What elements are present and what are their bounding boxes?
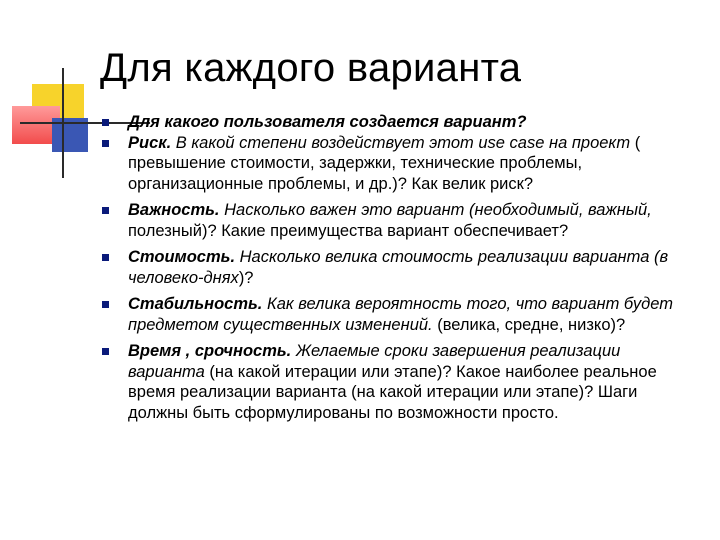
bullet-detail-risk: ( превышение стоимости, задержки, технические проблемы, организационные проблемы, и др.)? Как велик риск?	[128, 133, 641, 193]
bullet-detail-time: (на какой итерации или этапе)? Какое наиболее реальное время реализации варианта (на какой итерации или этапе)? Шаги должны быть сформулированы по возможности просто.	[128, 362, 657, 422]
bullet-question-cost: Насколько велика стоимость реализации варианта (в человеко-днях	[128, 248, 669, 287]
square-bullet-icon	[102, 301, 109, 308]
bullet-term-stability: Стабильность.	[128, 295, 263, 313]
square-bullet-icon	[102, 254, 109, 261]
bullet-question-time: Желаемые сроки завершения реализации варианта	[128, 342, 621, 381]
bullet-item-importance	[100, 200, 700, 241]
square-bullet-icon	[102, 119, 109, 126]
bullet-term-cost: Стоимость.	[128, 248, 236, 266]
bullet-detail-cost: )?	[238, 268, 254, 287]
bullet-item-cost	[100, 247, 700, 288]
bullet-term-time: Время , срочность.	[128, 342, 292, 360]
bullet-question-stability: Как велика вероятность того, что вариант будет предметом существенных изменений.	[128, 295, 673, 334]
square-bullet-icon	[102, 140, 109, 147]
bullet-item-time	[100, 341, 700, 423]
bullet-item-risk	[100, 133, 700, 195]
square-bullet-icon	[102, 207, 109, 214]
bullet-question-importance: Насколько важен это вариант (необходимый, важный,	[219, 201, 652, 219]
bullet-detail-stability: (велика, средне, низко)?	[432, 315, 626, 334]
bullet-list	[100, 112, 700, 423]
bullet-text-user: Для какого пользователя создается вариант?	[128, 113, 527, 131]
bullet-term-risk: Риск.	[128, 133, 172, 152]
square-bullet-icon	[102, 348, 109, 355]
slide-title: Для каждого варианта	[100, 46, 522, 90]
bullet-item-user	[100, 112, 700, 133]
bullet-question-risk: В какой степени воздействует этот use case на проект	[171, 133, 631, 152]
bullet-detail-importance: полезный)? Какие преимущества вариант обеспечивает?	[128, 221, 569, 240]
bullet-item-stability	[100, 294, 700, 335]
bullet-term-importance: Важность.	[128, 201, 220, 219]
